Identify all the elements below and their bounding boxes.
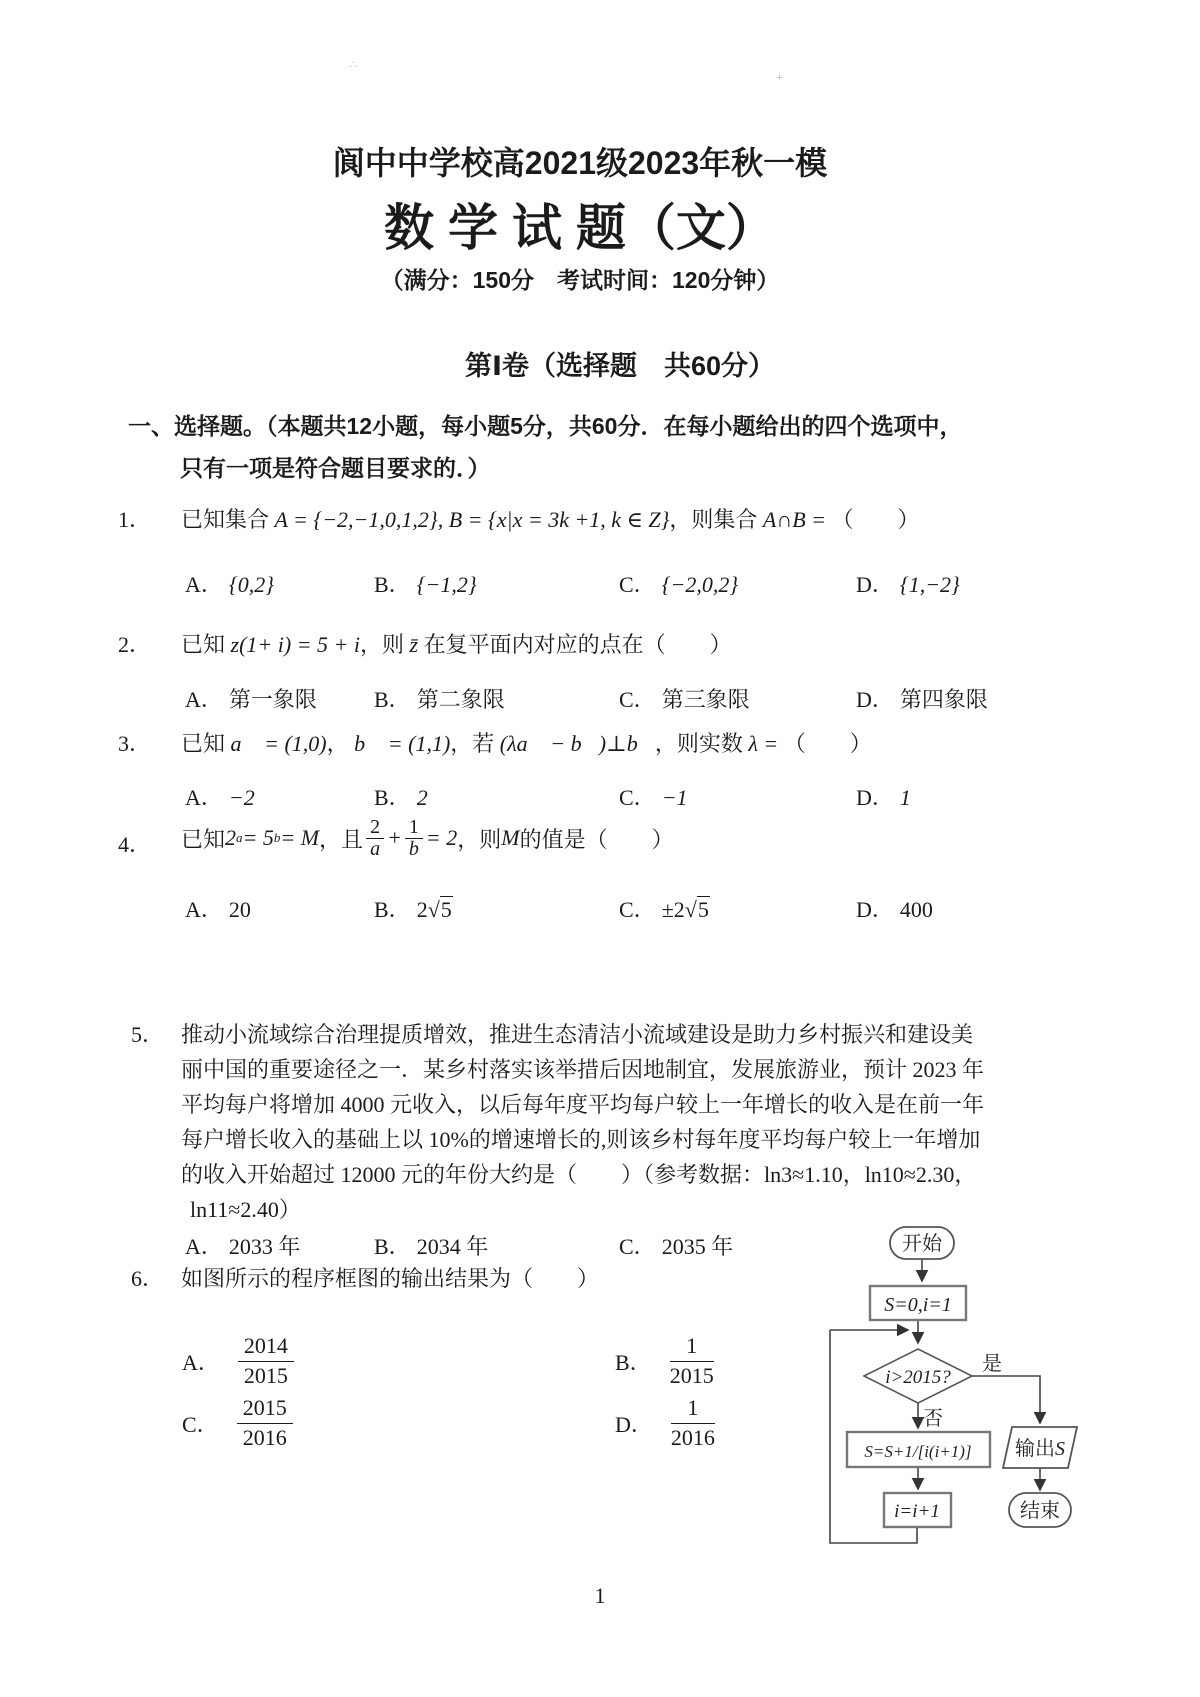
q6-option-a-fraction [238,1332,294,1390]
school-title: 阆中中学校高2021级2023年秋一模 [332,145,828,181]
q6-stem [181,1262,599,1293]
q4-option-c [619,893,710,924]
q6-option-c-num: 2015 [237,1394,293,1424]
q4-option-b-radical-sign: 2√ [416,897,440,922]
q5-line4: 每户增长收入的基础上以 10%的增速增长的,则该乡村每年度平均每户较上一年增加 [181,1127,981,1152]
q3-text3: ，若 [450,731,500,756]
q6-option-b-label: B． [615,1349,652,1375]
q5-option-a-label: A． [185,1234,223,1259]
q1-number: 1． [118,507,152,532]
q6-number: 6． [131,1266,165,1291]
scan-artifact-right: + [776,70,783,84]
q3-math2: b⃗ = (1,1) [354,731,451,756]
q4-frac1-den: a [370,837,381,860]
q6-option-d-label: D． [615,1411,653,1437]
q3-math4: λ = [748,731,784,756]
q4-option-c-radicand: 5 [697,897,709,922]
q3-option-d-text: 1 [899,785,911,810]
q5-line5: 的收入开始超过 12000 元的年份大约是（ ）（参考数据：ln3≈1.10，ln10≈2.30， [181,1162,977,1187]
q1-option-c-label: C． [619,572,656,597]
q5-line1: 推动小流域综合治理提质增效，推进生态清洁小流域建设是助力乡村振兴和建设美 [181,1022,974,1047]
q4-frac1-num: 2 [366,817,384,839]
q5-option-a [185,1230,300,1261]
q6-option-a [182,1334,294,1388]
q3-math3: (λa⃗ − b⃗)⊥b⃗ [499,731,655,756]
q4-text2: ，且 [319,826,364,852]
q3-math1: a⃗ = (1,0) [230,731,327,756]
q4-exp-a: a [236,830,243,845]
q4-text4: 的值是 [519,826,586,852]
q2-answer-blank: （ ） [643,632,732,657]
q1-math2: A∩B = [762,507,832,532]
q4-option-b [374,893,453,924]
q4-option-a-text: 20 [228,897,251,922]
q4-stem [181,810,674,866]
q6-option-b-fraction [670,1332,714,1390]
q4-option-d-text: 400 [899,897,933,922]
q4-fraction2 [405,817,423,860]
q2-number: 2． [118,632,152,657]
q5-number: 5． [131,1022,165,1047]
instruction-line1: 一、选择题。（本题共12小题，每小题5分，共60分．在每小题给出的四个选项中， [128,413,963,439]
q4-text1: 已知 [181,826,226,852]
q1-option-d-label: D． [856,572,894,597]
flow-yes-label: 是 [982,1353,1002,1375]
q1-text2: ，则集合 [669,507,763,532]
q4-text3: ，则 [457,826,502,852]
q2-option-c [619,683,750,714]
q4-option-b-radicand: 5 [440,897,452,922]
q1-option-d [856,568,960,599]
q4-exp-b: b [273,830,281,845]
q6-flowchart [800,1215,1100,1555]
q2-option-b [374,683,505,714]
q1-option-b-text: {−1,2} [416,572,477,597]
q1-answer-blank: （ ） [831,507,920,532]
flow-init-label: S=0,i=1 [884,1294,952,1316]
q3-option-a-text: −2 [228,785,255,810]
q4-math5: M [501,825,520,850]
q2-option-c-label: C． [619,687,656,712]
q6-option-c-fraction [237,1394,293,1452]
section-heading: 第Ⅰ卷（选择题 共60分） [464,351,776,381]
q2-option-a-text: 第一象限 [228,687,317,712]
q6-option-d-num: 1 [671,1394,715,1424]
q3-option-c-text: −1 [661,785,688,810]
q3-stem [181,727,872,758]
q4-math4: = 2 [425,825,458,850]
q4-frac2-den: b [408,837,419,860]
q2-option-a [185,683,317,714]
q3-option-d-label: D． [856,785,894,810]
q3-text1: 已知 [181,731,231,756]
q4-option-c-radical-sign: ±2√ [661,897,697,922]
q3-option-b-text: 2 [416,785,428,810]
q2-option-d [856,683,988,714]
q5-line6: ln11≈2.40） [190,1197,301,1222]
q4-math2: = 5 [242,825,274,850]
q3-text2: ， [326,731,355,756]
flow-start-label: 开始 [902,1233,942,1255]
q5-option-c-label: C． [619,1234,656,1259]
flow-output-label-var: S [1055,1438,1065,1460]
q6-option-b [615,1334,714,1388]
q1-option-b-label: B． [374,572,411,597]
q6-option-d-fraction [671,1394,715,1452]
q1-option-a-label: A． [185,572,223,597]
q4-plus: + [387,825,402,850]
q6-option-a-num: 2014 [238,1332,294,1362]
paper-title: 数 学 试 题（文） [384,200,776,256]
q5-line2: 丽中国的重要途径之一．某乡村落实该举措后因地制宜，发展旅游业，预计 2023 年 [181,1057,985,1082]
q4-answer-blank: （ ） [585,826,674,852]
q2-option-d-text: 第四象限 [899,687,988,712]
q4-math3: = M [280,825,320,850]
q4-option-d-label: D． [856,897,894,922]
flow-no-label: 否 [923,1408,943,1430]
q1-option-c [619,568,738,599]
q3-option-c [619,781,688,812]
flow-end-label: 结束 [1020,1500,1060,1522]
q2-math2: z̄ [409,632,419,657]
q4-option-a-label: A． [185,897,223,922]
q6-option-c [182,1396,293,1450]
q4-option-d [856,893,933,924]
q5-option-c [619,1230,733,1261]
q6-option-d-den: 2016 [670,1424,715,1450]
q3-option-d [856,781,911,812]
q4-option-a [185,893,251,924]
q4-fraction1 [366,817,384,860]
q6-text: 如图所示的程序框图的输出结果为 [181,1266,512,1291]
q2-option-b-label: B． [374,687,411,712]
q6-option-c-label: C． [182,1411,219,1437]
q4-frac2-num: 1 [405,817,423,839]
score-time-line: （满分：150分 考试时间：120分钟） [380,267,780,293]
q6-option-a-den: 2015 [243,1362,288,1388]
q1-text1: 已知集合 [181,507,275,532]
q3-option-a-label: A． [185,785,223,810]
q6-option-b-den: 2015 [669,1362,714,1388]
q1-stem [181,503,920,534]
flow-output-label-cn: 输出 [1015,1438,1055,1460]
q3-option-b [374,781,428,812]
q2-option-d-label: D． [856,687,894,712]
q6-option-a-label: A． [182,1349,220,1375]
q2-option-b-text: 第二象限 [416,687,505,712]
flow-condition-label: i>2015? [885,1367,951,1388]
flow-arrow-cond-output [972,1376,1040,1423]
flow-accumulate-label: S=S+1/[i(i+1)] [864,1442,972,1461]
q2-option-c-text: 第三象限 [661,687,750,712]
q3-answer-blank: （ ） [783,731,872,756]
q3-option-a [185,781,255,812]
q3-number: 3． [118,731,152,756]
q3-option-b-label: B． [374,785,411,810]
q4-option-c-label: C． [619,897,656,922]
q2-text1: 已知 [181,632,231,657]
flow-increment-label: i=i+1 [894,1501,940,1522]
q4-number: 4． [118,832,152,857]
page-number: 1 [594,1583,606,1608]
q1-math1: A = {−2,−1,0,1,2}, B = {x|x = 3k +1, k ∈ Z} [274,507,670,532]
q3-text4: ，则实数 [654,731,749,756]
q2-text2: ，则 [360,632,410,657]
q2-stem [181,628,732,659]
q3-option-c-label: C． [619,785,656,810]
q5-option-b [374,1230,488,1261]
q2-text3: 在复平面内对应的点在 [418,632,644,657]
q4-option-b-label: B． [374,897,411,922]
q6-option-c-den: 2016 [242,1424,287,1450]
instruction-line2: 只有一项是符合题目要求的．） [180,455,491,481]
q5-line3: 平均每户将增加 4000 元收入，以后每年度平均每户较上一年增长的收入是在前一年 [181,1092,985,1117]
q5-option-c-text: 2035 年 [661,1234,734,1259]
q2-math1: z(1+ i) = 5 + i [230,632,360,657]
flow-output-label [1015,1437,1065,1460]
q4-math1: 2 [225,825,237,850]
q6-option-b-num: 1 [670,1332,714,1362]
q6-option-d [615,1396,715,1450]
q1-option-c-text: {−2,0,2} [661,572,739,597]
q6-answer-blank: （ ） [511,1266,600,1291]
q1-option-b [374,568,477,599]
q5-option-b-label: B． [374,1234,411,1259]
q1-option-d-text: {1,−2} [899,572,960,597]
q2-option-a-label: A． [185,687,223,712]
q5-option-b-text: 2034 年 [416,1234,489,1259]
scan-artifact-left: ∴ [350,60,357,71]
q1-option-a-text: {0,2} [228,572,274,597]
q5-option-a-text: 2033 年 [228,1234,301,1259]
q1-option-a [185,568,274,599]
